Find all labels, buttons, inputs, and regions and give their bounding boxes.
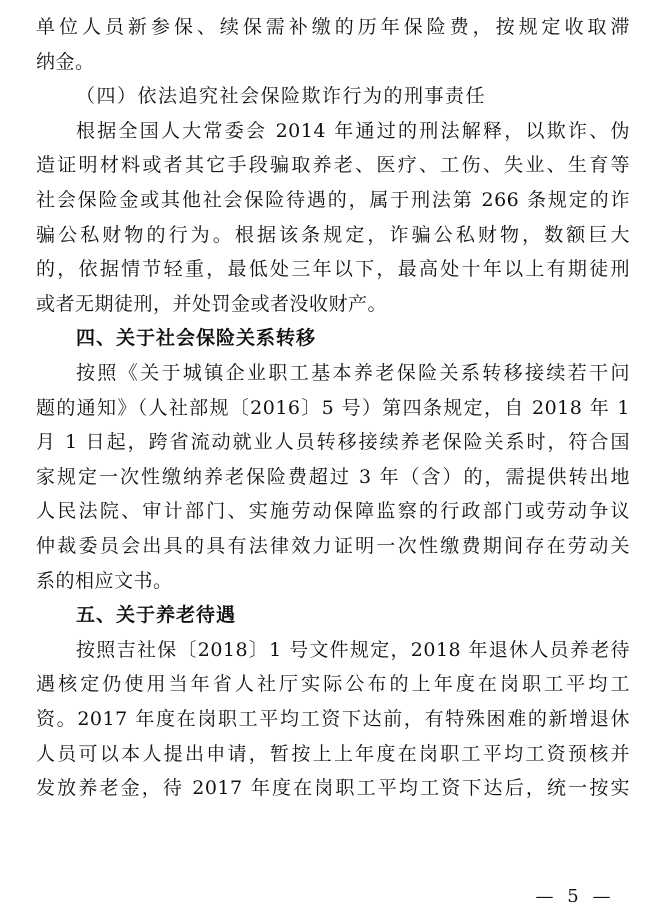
page-number: — 5 —: [535, 886, 615, 907]
paragraph-line: 根据全国人大常委会 2014 年通过的刑法解释，以欺诈、伪: [76, 119, 630, 142]
paragraph-line: 纳金。: [36, 50, 95, 73]
paragraph-line: 单位人员新参保、续保需补缴的历年保险费，按规定收取滞: [36, 16, 630, 38]
paragraph-line: 按照《关于城镇企业职工基本养老保险关系转移接续若干问: [76, 362, 630, 384]
paragraph-line: 造证明材料或者其它手段骗取养老、医疗、工伤、失业、生育等: [36, 154, 630, 177]
section-heading: 四、关于社会保险关系转移: [76, 327, 317, 350]
paragraph-line: 骗公私财物的行为。根据该条规定，诈骗公私财物，数额巨大: [36, 223, 630, 246]
paragraph-line: 发放养老金，待 2017 年度在岗职工平均工资下达后，统一按实: [36, 777, 630, 800]
paragraph-line: 系的相应文书。: [36, 569, 173, 592]
paragraph-line: 题的通知》（人社部规〔2016〕5 号）第四条规定，自 2018 年 1: [36, 396, 630, 419]
paragraph-line: 或者无期徒刑，并处罚金或者没收财产。: [36, 292, 388, 315]
paragraph-line: 人民法院、审计部门、实施劳动保障监察的行政部门或劳动争议: [36, 500, 630, 523]
paragraph-line: 遇核定仍使用当年省人社厅实际公布的上年度在岗职工平均工: [36, 673, 630, 696]
paragraph-line: 月 1 日起，跨省流动就业人员转移接续养老保险关系时，符合国: [36, 431, 630, 454]
paragraph-line: 按照吉社保〔2018〕1 号文件规定，2018 年退休人员养老待: [76, 638, 630, 661]
paragraph-line: 资。2017 年度在岗职工平均工资下达前，有特殊困难的新增退休: [36, 708, 630, 730]
section-heading: 五、关于养老待遇: [76, 604, 237, 627]
paragraph-line: 家规定一次性缴纳养老保险费超过 3 年（含）的，需提供转出地: [36, 465, 630, 488]
paragraph-line: 的，依据情节轻重，最低处三年以下，最高处十年以上有期徒刑: [36, 258, 630, 281]
section-subheading: （四）依法追究社会保险欺诈行为的刑事责任: [76, 85, 487, 108]
paragraph-line: 人员可以本人提出申请，暂按上上年度在岗职工平均工资预核并: [36, 742, 630, 765]
paragraph-line: 仲裁委员会出具的具有法律效力证明一次性缴费期间存在劳动关: [36, 535, 630, 557]
paragraph-line: 社会保险金或其他社会保险待遇的，属于刑法第 266 条规定的诈: [36, 189, 630, 211]
